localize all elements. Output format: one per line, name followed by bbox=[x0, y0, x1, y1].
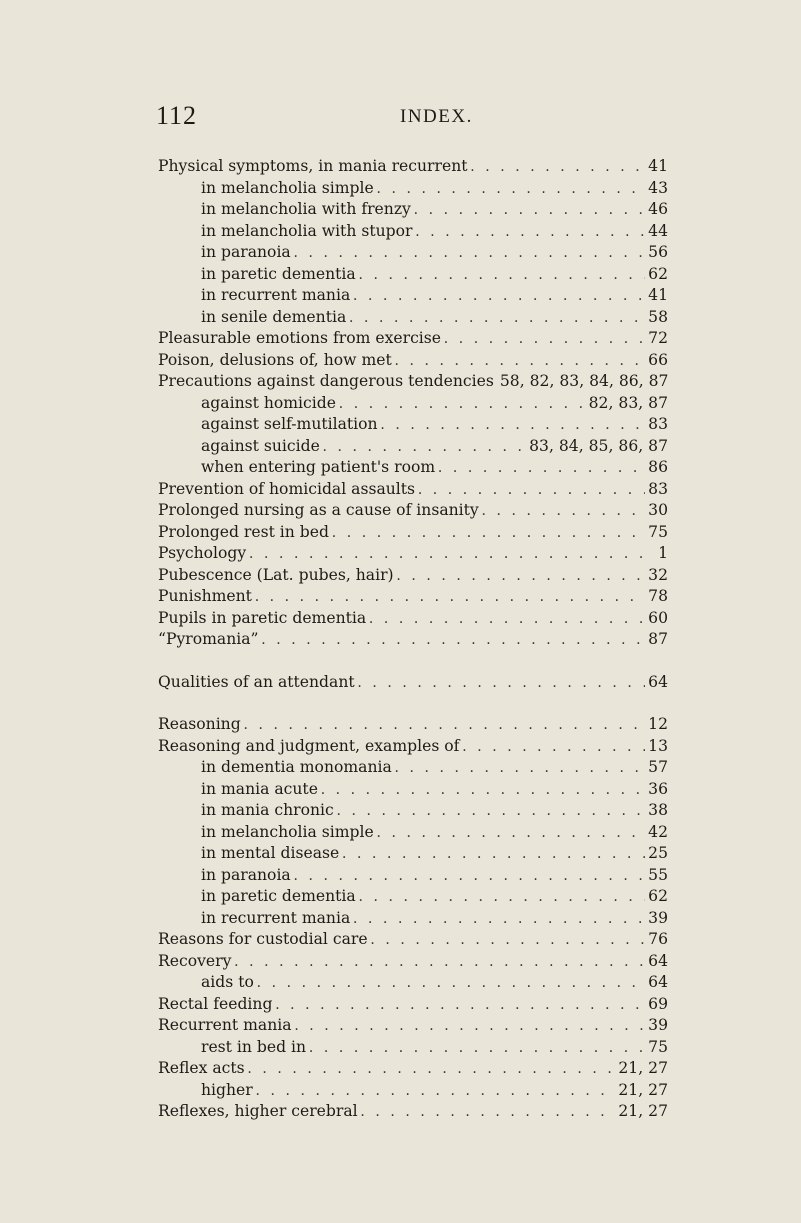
entry-pages: 82, 83, 87 bbox=[588, 393, 668, 412]
entry-pages: 83 bbox=[648, 415, 668, 433]
dot-leader bbox=[294, 242, 645, 264]
entry-term: Rectal feeding bbox=[158, 994, 273, 1013]
dot-leader bbox=[462, 736, 645, 758]
entry-pages: 41 bbox=[648, 286, 668, 304]
entry-pages: 58 bbox=[648, 307, 668, 326]
entry-term: against suicide bbox=[201, 436, 320, 455]
entry-term: Reasoning bbox=[158, 715, 241, 733]
entry-term: in paranoia bbox=[201, 243, 291, 261]
index-subentry bbox=[158, 264, 668, 286]
dot-leader bbox=[414, 199, 645, 221]
dot-leader bbox=[349, 307, 645, 329]
index-subentry bbox=[158, 242, 668, 264]
entry-term: in melancholia with frenzy bbox=[201, 200, 411, 218]
entry-term: in mental disease bbox=[201, 844, 340, 862]
dot-leader bbox=[275, 994, 645, 1016]
entry-term: in paranoia bbox=[201, 865, 291, 884]
index-entry bbox=[158, 156, 668, 178]
index-entry bbox=[158, 608, 668, 630]
entry-pages: 42 bbox=[648, 822, 668, 841]
index-entry bbox=[158, 350, 668, 372]
entry-term: in melancholia with stupor bbox=[201, 221, 413, 240]
dot-leader bbox=[415, 221, 645, 243]
index-subentry bbox=[158, 393, 668, 415]
index-entry bbox=[158, 371, 668, 393]
entry-pages: 58, 82, 83, 84, 86, 87 bbox=[499, 372, 669, 390]
index-entry bbox=[158, 522, 668, 544]
index-subentry bbox=[158, 865, 668, 887]
entry-pages: 75 bbox=[648, 522, 668, 541]
dot-leader bbox=[418, 479, 645, 501]
index-subentry bbox=[158, 285, 668, 307]
entry-term: in paretic dementia bbox=[201, 887, 356, 905]
entry-term: Punishment bbox=[158, 587, 252, 605]
entry-term: Pleasurable emotions from exercise bbox=[158, 329, 442, 347]
dot-leader bbox=[358, 672, 646, 694]
dot-leader bbox=[257, 972, 645, 994]
dot-leader bbox=[353, 908, 645, 930]
entry-pages: 41 bbox=[648, 157, 668, 175]
dot-leader bbox=[256, 1080, 616, 1102]
index-subentry bbox=[158, 908, 668, 930]
entry-pages: 39 bbox=[648, 1016, 668, 1034]
index-entry bbox=[158, 629, 668, 651]
dot-leader bbox=[234, 951, 645, 973]
entry-term: in melancholia simple bbox=[201, 178, 374, 197]
entry-term: Prolonged rest in bed bbox=[158, 522, 329, 541]
dot-leader bbox=[381, 414, 646, 436]
entry-pages: 21, 27 bbox=[618, 1102, 668, 1120]
entry-term: when entering patient's room bbox=[201, 458, 436, 476]
page-header bbox=[0, 101, 801, 131]
index-subentry bbox=[158, 221, 668, 243]
index-entry bbox=[158, 1015, 668, 1037]
entry-term: in recurrent mania bbox=[201, 286, 351, 304]
index-subentry bbox=[158, 457, 668, 479]
dot-leader bbox=[339, 393, 586, 415]
dot-leader bbox=[377, 178, 645, 200]
entry-pages: 44 bbox=[648, 221, 668, 240]
entry-pages: 32 bbox=[648, 565, 668, 584]
entry-pages: 12 bbox=[648, 715, 668, 733]
entry-term: Recurrent mania bbox=[158, 1016, 292, 1034]
entry-term: Pupils in paretic dementia bbox=[158, 608, 367, 627]
entry-term: aids to bbox=[201, 973, 254, 991]
index-subentry bbox=[158, 886, 668, 908]
index-subentry bbox=[158, 779, 668, 801]
entry-pages: 30 bbox=[648, 501, 668, 519]
entry-pages: 72 bbox=[648, 329, 668, 347]
entry-pages: 38 bbox=[648, 801, 668, 819]
index-subentry bbox=[158, 199, 668, 221]
index-list bbox=[158, 156, 668, 1123]
entry-term: “Pyromania” bbox=[158, 630, 259, 648]
entry-pages: 78 bbox=[648, 587, 668, 605]
index-entry bbox=[158, 543, 668, 565]
entry-pages: 46 bbox=[648, 200, 668, 218]
entry-pages: 62 bbox=[648, 264, 668, 283]
dot-leader bbox=[248, 1058, 616, 1080]
dot-leader bbox=[395, 350, 645, 372]
entry-pages: 86 bbox=[648, 458, 668, 476]
index-subentry bbox=[158, 972, 668, 994]
index-subentry bbox=[158, 436, 668, 458]
entry-pages: 64 bbox=[648, 951, 668, 970]
entry-pages: 83, 84, 85, 86, 87 bbox=[529, 436, 668, 455]
dot-leader bbox=[249, 543, 655, 565]
entry-term: Qualities of an attendant bbox=[158, 672, 355, 691]
dot-leader bbox=[323, 436, 526, 458]
dot-leader bbox=[395, 757, 645, 779]
index-subentry bbox=[158, 1037, 668, 1059]
dot-leader bbox=[369, 608, 645, 630]
dot-leader bbox=[255, 586, 645, 608]
entry-term: Precautions against dangerous tendencies bbox=[158, 372, 494, 390]
index-subentry bbox=[158, 757, 668, 779]
dot-leader bbox=[438, 457, 645, 479]
dot-leader bbox=[359, 264, 645, 286]
dot-leader bbox=[377, 822, 645, 844]
entry-term: in recurrent mania bbox=[201, 908, 351, 927]
entry-term: in mania acute bbox=[201, 779, 318, 798]
entry-pages: 21, 27 bbox=[618, 1059, 668, 1077]
dot-leader bbox=[321, 779, 645, 801]
index-subentry bbox=[158, 843, 668, 865]
entry-term: Prevention of homicidal assaults bbox=[158, 479, 416, 498]
entry-pages: 56 bbox=[648, 243, 668, 261]
entry-pages: 43 bbox=[648, 178, 668, 197]
entry-term: Reasoning and judgment, examples of bbox=[158, 736, 460, 755]
entry-pages: 39 bbox=[648, 908, 668, 927]
entry-term: Prolonged nursing as a cause of insanity bbox=[158, 501, 479, 519]
index-subentry bbox=[158, 822, 668, 844]
dot-leader bbox=[371, 929, 646, 951]
entry-pages: 76 bbox=[648, 930, 668, 948]
entry-pages: 75 bbox=[648, 1037, 668, 1056]
index-entry bbox=[158, 586, 668, 608]
dot-leader bbox=[337, 800, 645, 822]
index-subentry bbox=[158, 307, 668, 329]
entry-pages: 25 bbox=[648, 844, 668, 862]
entry-pages: 69 bbox=[648, 994, 668, 1013]
entry-term: Reflexes, higher cerebral bbox=[158, 1102, 358, 1120]
index-subentry bbox=[158, 414, 668, 436]
entry-term: Poison, delusions of, how met bbox=[158, 350, 392, 369]
entry-term: against self-mutilation bbox=[201, 415, 378, 433]
entry-term: in senile dementia bbox=[201, 307, 347, 326]
entry-pages: 62 bbox=[648, 887, 668, 905]
dot-leader bbox=[482, 500, 645, 522]
entry-term: Psychology bbox=[158, 544, 247, 562]
index-entry bbox=[158, 994, 668, 1016]
index-entry bbox=[158, 714, 668, 736]
entry-pages: 55 bbox=[648, 865, 668, 884]
dot-leader bbox=[332, 522, 645, 544]
entry-term: in paretic dementia bbox=[201, 264, 356, 283]
index-entry bbox=[158, 736, 668, 758]
entry-pages: 64 bbox=[648, 973, 668, 991]
dot-leader bbox=[361, 1101, 616, 1123]
index-entry bbox=[158, 1101, 668, 1123]
entry-term: in melancholia simple bbox=[201, 822, 374, 841]
page-number: 112 bbox=[156, 101, 198, 130]
dot-leader bbox=[295, 1015, 646, 1037]
entry-pages: 64 bbox=[648, 672, 668, 691]
entry-term: Reasons for custodial care bbox=[158, 930, 368, 948]
entry-pages: 87 bbox=[648, 630, 668, 648]
entry-pages: 13 bbox=[648, 736, 668, 755]
index-subentry bbox=[158, 1080, 668, 1102]
entry-pages: 60 bbox=[648, 608, 668, 627]
entry-term: Reflex acts bbox=[158, 1059, 245, 1077]
index-entry bbox=[158, 951, 668, 973]
dot-leader bbox=[294, 865, 645, 887]
index-subentry bbox=[158, 800, 668, 822]
dot-leader bbox=[359, 886, 645, 908]
entry-term: Recovery bbox=[158, 951, 232, 970]
entry-pages: 1 bbox=[658, 544, 668, 562]
index-entry bbox=[158, 479, 668, 501]
entry-term: in mania chronic bbox=[201, 801, 334, 819]
dot-leader bbox=[262, 629, 646, 651]
dot-leader bbox=[244, 714, 645, 736]
entry-pages: 83 bbox=[648, 479, 668, 498]
running-head: INDEX. bbox=[400, 106, 473, 127]
entry-term: Physical symptoms, in mania recurrent bbox=[158, 157, 468, 175]
index-entry bbox=[158, 929, 668, 951]
entry-pages: 36 bbox=[648, 779, 668, 798]
dot-leader bbox=[471, 156, 646, 178]
index-subentry bbox=[158, 178, 668, 200]
index-entry bbox=[158, 672, 668, 694]
index-entry bbox=[158, 1058, 668, 1080]
dot-leader bbox=[397, 565, 646, 587]
index-entry bbox=[158, 565, 668, 587]
entry-term: against homicide bbox=[201, 393, 336, 412]
entry-term: Pubescence (Lat. pubes, hair) bbox=[158, 565, 394, 584]
entry-pages: 57 bbox=[648, 758, 668, 776]
index-entry bbox=[158, 500, 668, 522]
entry-term: rest in bed in bbox=[201, 1037, 307, 1056]
dot-leader bbox=[342, 843, 645, 865]
entry-term: higher bbox=[201, 1080, 253, 1099]
index-entry bbox=[158, 328, 668, 350]
entry-pages: 66 bbox=[648, 350, 668, 369]
dot-leader bbox=[309, 1037, 645, 1059]
entry-term: in dementia monomania bbox=[201, 758, 392, 776]
dot-leader bbox=[444, 328, 645, 350]
entry-pages: 21, 27 bbox=[618, 1080, 668, 1099]
dot-leader bbox=[353, 285, 645, 307]
